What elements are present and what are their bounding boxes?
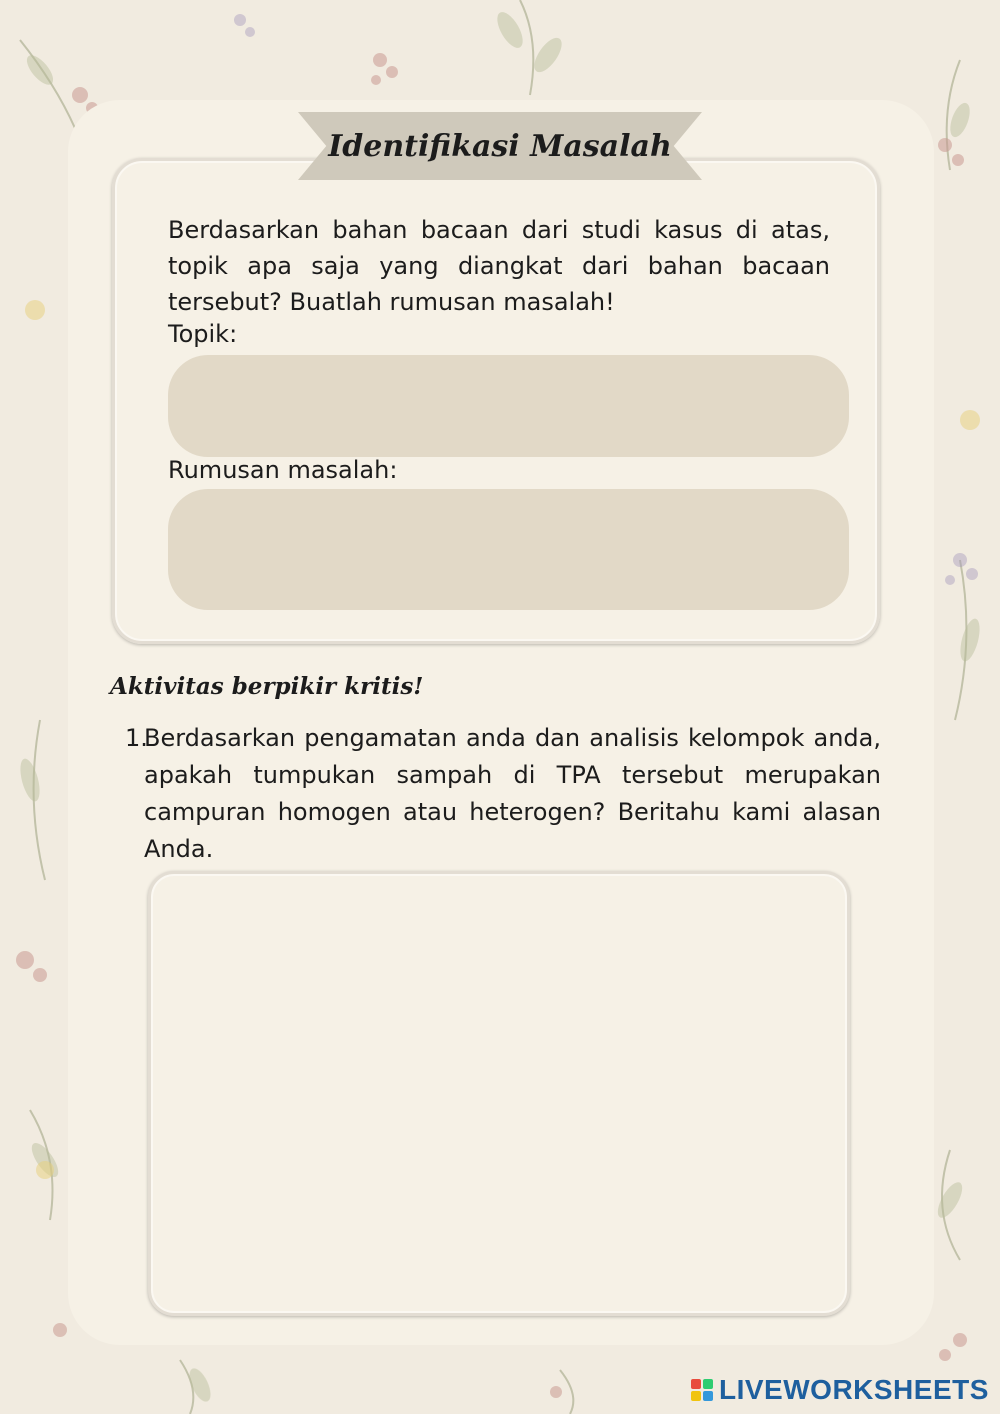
problem-statement-answer-field[interactable]: [168, 489, 849, 610]
topic-label: Topik:: [168, 320, 238, 348]
instruction-text: Berdasarkan bahan bacaan dari studi kasus di atas, topik apa saja yang diangkat dari bahan bacaan tersebut? Buatlah rumusan masalah!: [168, 216, 830, 316]
liveworksheets-logo-icon: [691, 1379, 713, 1401]
question-text: Berdasarkan pengamatan anda dan analisis kelompok anda, apakah tumpukan sampah di TPA tersebut merupakan campuran homogen atau heterogen? Beritahu kami alasan Anda.: [144, 724, 881, 863]
question-number: 1.: [125, 724, 148, 752]
topic-answer-field[interactable]: [168, 355, 849, 457]
problem-statement-label: Rumusan masalah:: [168, 456, 398, 484]
critical-thinking-heading: Aktivitas berpikir kritis!: [110, 673, 424, 700]
brand-name: LIVEWORKSHEETS: [719, 1374, 989, 1405]
worksheet-title: Identifikasi Masalah: [328, 128, 672, 164]
question-answer-box[interactable]: [148, 871, 850, 1316]
liveworksheets-brand[interactable]: [691, 1372, 989, 1408]
